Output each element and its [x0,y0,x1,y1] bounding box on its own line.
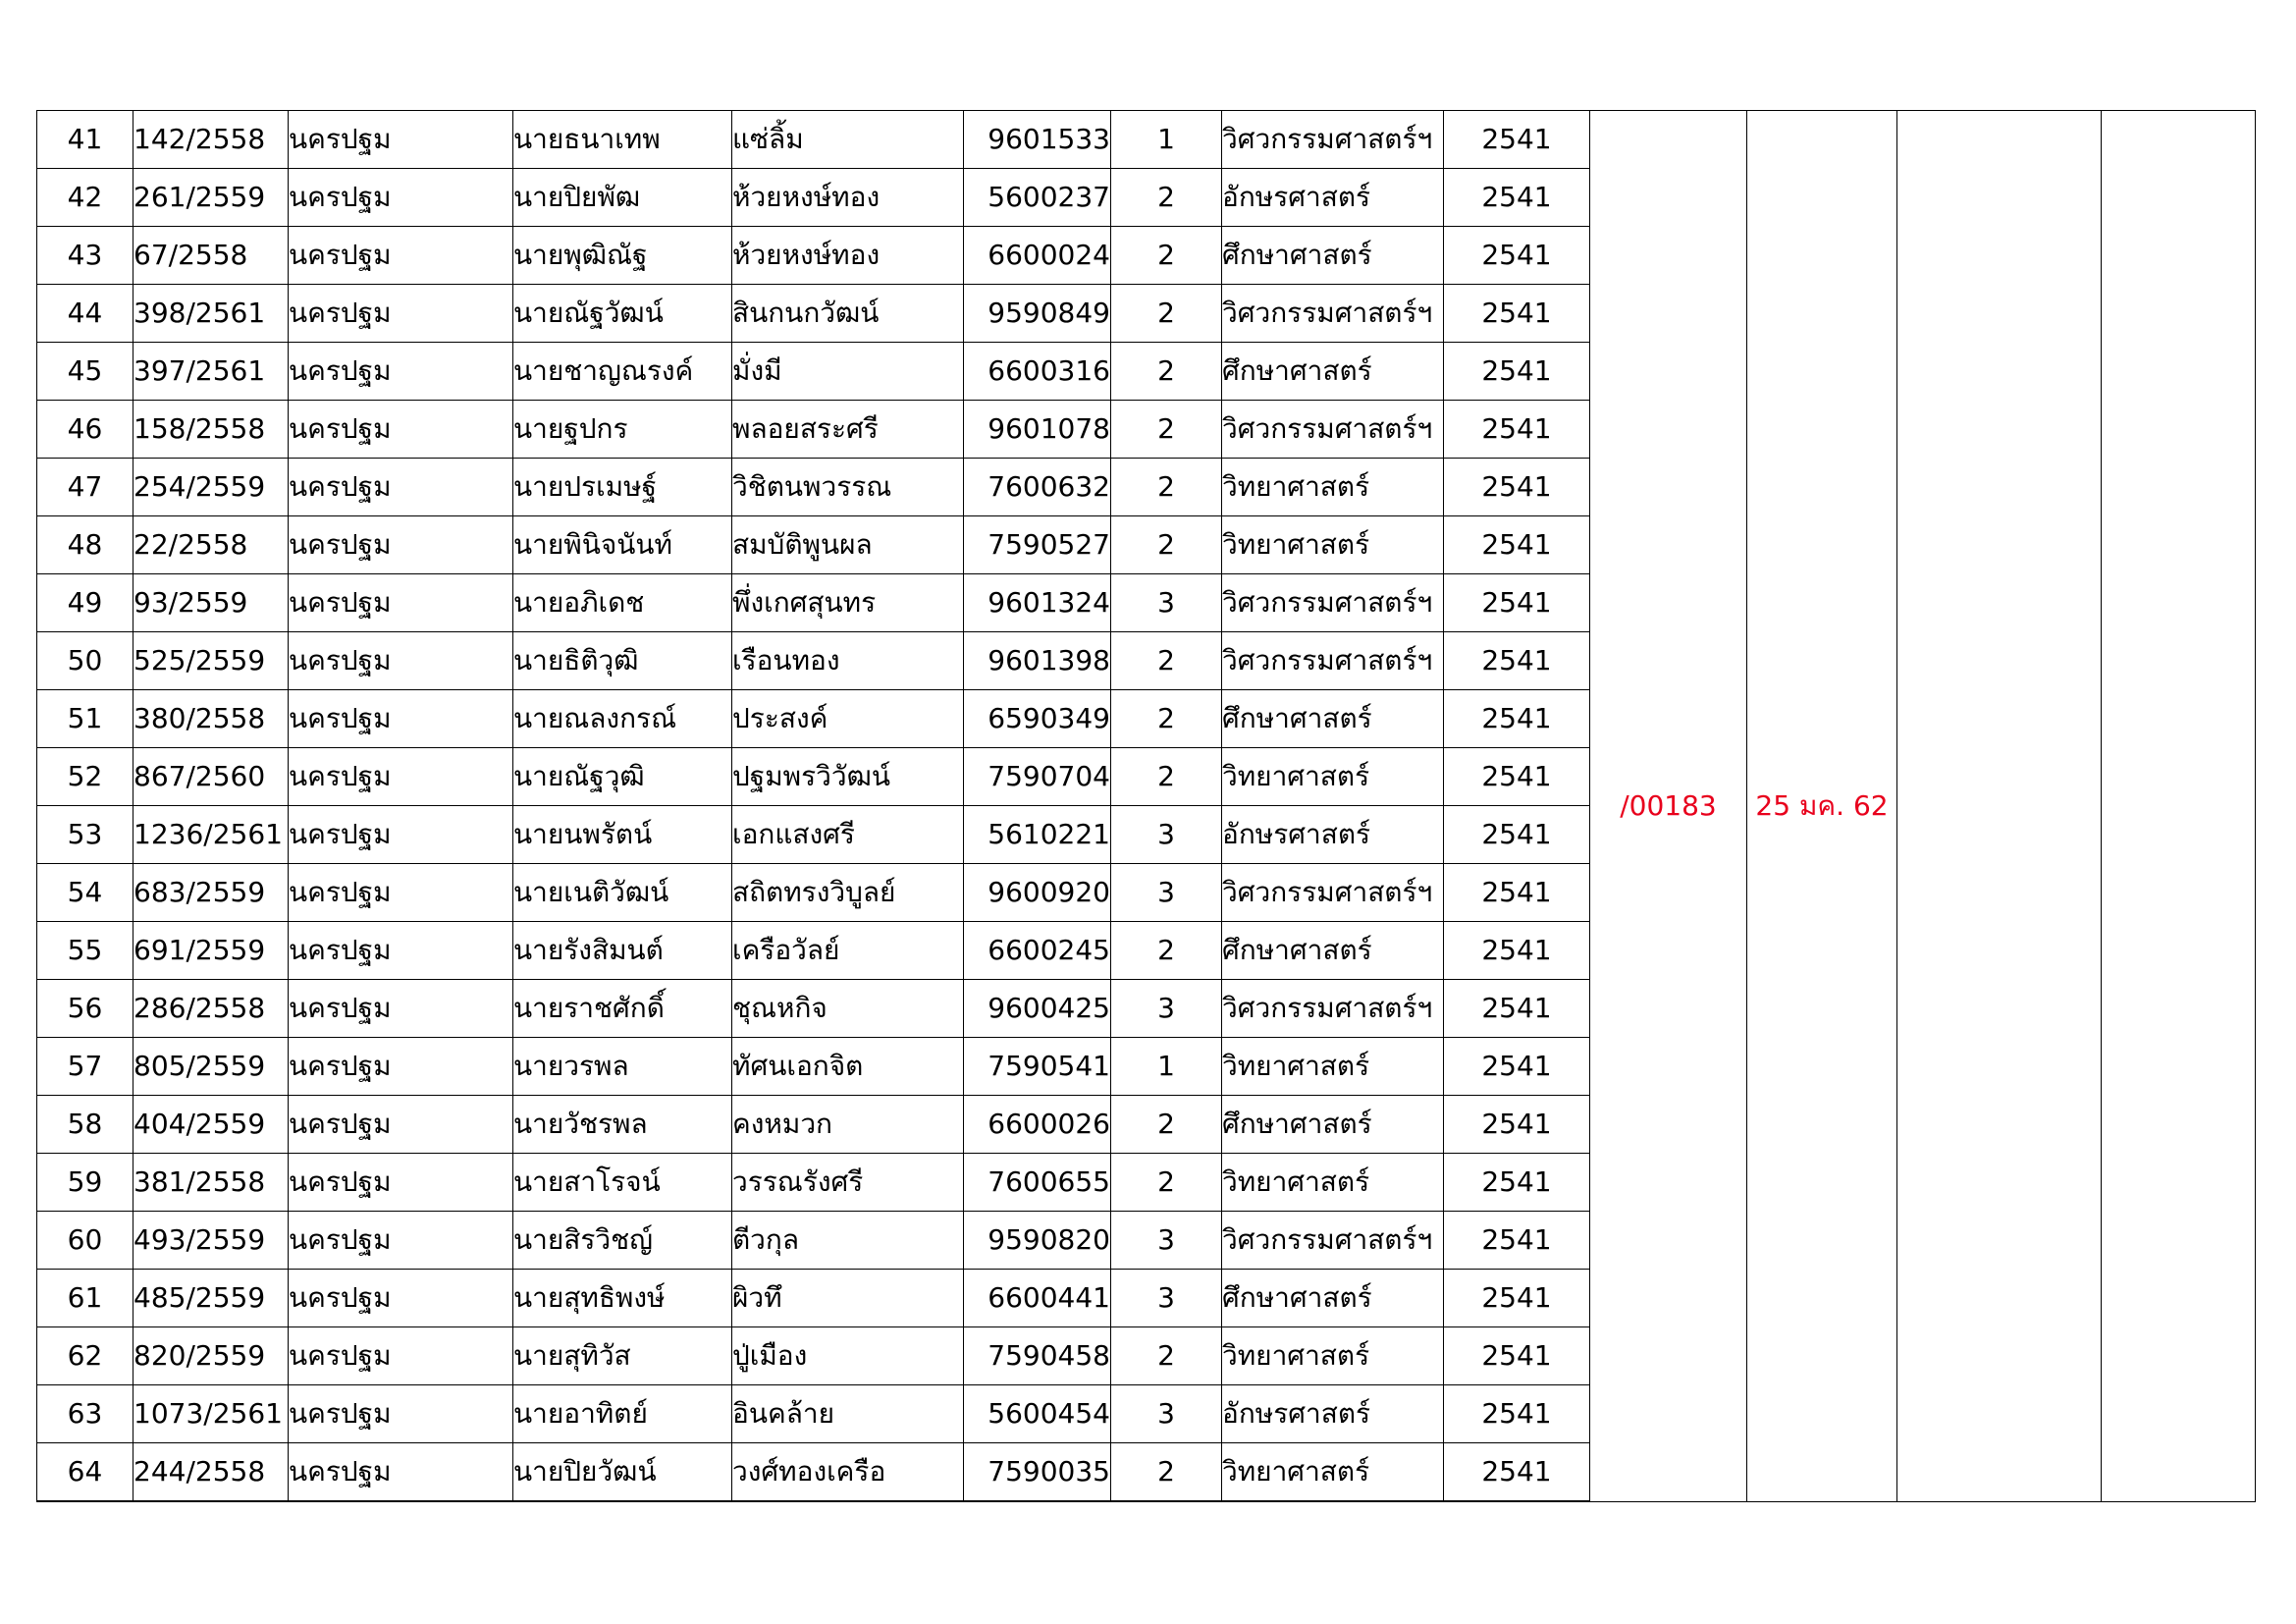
cell-no: 45 [37,343,133,401]
cell-id: 6600441 [964,1270,1111,1327]
cell-faculty: วิศวกรรมศาสตร์ฯ [1222,1212,1444,1270]
cell-last-name: ห้วยหงษ์ทอง [732,169,964,227]
cell-first-name: นายอาทิตย์ [513,1385,732,1443]
cell-year: 2541 [1444,1038,1590,1096]
cell-level: 3 [1111,1270,1222,1327]
cell-level: 2 [1111,1096,1222,1154]
cell-no: 50 [37,632,133,690]
cell-level: 2 [1111,632,1222,690]
cell-level: 1 [1111,111,1222,169]
cell-case: 398/2561 [133,285,289,343]
cell-last-name: สินกนกวัฒน์ [732,285,964,343]
cell-province: นครปฐม [289,690,513,748]
cell-province: นครปฐม [289,748,513,806]
cell-first-name: นายปรเมษฐ์ [513,459,732,516]
cell-last-name: เครือวัลย์ [732,922,964,980]
cell-level: 2 [1111,169,1222,227]
cell-province: นครปฐม [289,169,513,227]
cell-faculty: ศึกษาศาสตร์ [1222,1096,1444,1154]
cell-first-name: นายวัชรพล [513,1096,732,1154]
cell-case: 485/2559 [133,1270,289,1327]
cell-id: 7590458 [964,1327,1111,1385]
cell-year: 2541 [1444,516,1590,574]
cell-id: 9601398 [964,632,1111,690]
cell-no: 53 [37,806,133,864]
cell-no: 63 [37,1385,133,1443]
cell-no: 49 [37,574,133,632]
cell-no: 59 [37,1154,133,1212]
cell-no: 52 [37,748,133,806]
cell-year: 2541 [1444,748,1590,806]
cell-case: 67/2558 [133,227,289,285]
cell-faculty: วิศวกรรมศาสตร์ฯ [1222,285,1444,343]
cell-province: นครปฐม [289,806,513,864]
cell-level: 1 [1111,1038,1222,1096]
cell-province: นครปฐม [289,1096,513,1154]
cell-province: นครปฐม [289,1443,513,1502]
cell-first-name: นายณัฐวุฒิ [513,748,732,806]
cell-id: 7590541 [964,1038,1111,1096]
cell-last-name: ตีวกุล [732,1212,964,1270]
cell-id: 9601078 [964,401,1111,459]
cell-year: 2541 [1444,690,1590,748]
cell-year: 2541 [1444,1270,1590,1327]
cell-last-name: พึ่งเกศสุนทร [732,574,964,632]
cell-faculty: วิศวกรรมศาสตร์ฯ [1222,574,1444,632]
doc-number: /00183 [1590,111,1747,1502]
cell-no: 56 [37,980,133,1038]
cell-case: 381/2558 [133,1154,289,1212]
cell-case: 805/2559 [133,1038,289,1096]
cell-province: นครปฐม [289,1270,513,1327]
cell-province: นครปฐม [289,980,513,1038]
cell-first-name: นายณัฐวัฒน์ [513,285,732,343]
cell-case: 525/2559 [133,632,289,690]
cell-last-name: ปฐมพรวิวัฒน์ [732,748,964,806]
cell-last-name: พลอยสระศรี [732,401,964,459]
cell-level: 2 [1111,922,1222,980]
table-row [37,111,2256,169]
cell-province: นครปฐม [289,922,513,980]
cell-id: 7600632 [964,459,1111,516]
cell-year: 2541 [1444,285,1590,343]
cell-first-name: นายรังสิมนต์ [513,922,732,980]
cell-no: 48 [37,516,133,574]
cell-no: 51 [37,690,133,748]
cell-case: 867/2560 [133,748,289,806]
cell-faculty: วิทยาศาสตร์ [1222,748,1444,806]
cell-faculty: อักษรศาสตร์ [1222,1385,1444,1443]
cell-year: 2541 [1444,169,1590,227]
cell-no: 55 [37,922,133,980]
blank-column-1 [1897,111,2102,1502]
cell-last-name: ชุณหกิจ [732,980,964,1038]
cell-level: 3 [1111,980,1222,1038]
cell-faculty: ศึกษาศาสตร์ [1222,922,1444,980]
cell-case: 244/2558 [133,1443,289,1502]
cell-province: นครปฐม [289,632,513,690]
cell-year: 2541 [1444,922,1590,980]
cell-case: 93/2559 [133,574,289,632]
cell-level: 3 [1111,1385,1222,1443]
cell-faculty: วิศวกรรมศาสตร์ฯ [1222,864,1444,922]
cell-case: 691/2559 [133,922,289,980]
cell-no: 61 [37,1270,133,1327]
cell-level: 2 [1111,690,1222,748]
cell-level: 3 [1111,1212,1222,1270]
cell-last-name: มั่งมี [732,343,964,401]
cell-faculty: วิทยาศาสตร์ [1222,1443,1444,1502]
cell-province: นครปฐม [289,285,513,343]
cell-province: นครปฐม [289,864,513,922]
cell-last-name: แซ่ลิ้ม [732,111,964,169]
cell-year: 2541 [1444,1327,1590,1385]
cell-first-name: นายราชศักดิ์ [513,980,732,1038]
cell-no: 58 [37,1096,133,1154]
cell-no: 57 [37,1038,133,1096]
cell-level: 3 [1111,864,1222,922]
cell-no: 41 [37,111,133,169]
cell-case: 1073/2561 [133,1385,289,1443]
cell-id: 7590527 [964,516,1111,574]
cell-first-name: นายสุทิวัส [513,1327,732,1385]
cell-id: 5600454 [964,1385,1111,1443]
cell-first-name: นายเนติวัฒน์ [513,864,732,922]
cell-year: 2541 [1444,1385,1590,1443]
cell-province: นครปฐม [289,1327,513,1385]
cell-year: 2541 [1444,1096,1590,1154]
cell-year: 2541 [1444,227,1590,285]
cell-faculty: ศึกษาศาสตร์ [1222,227,1444,285]
cell-last-name: อินคล้าย [732,1385,964,1443]
cell-level: 2 [1111,343,1222,401]
blank-column-2 [2102,111,2256,1502]
cell-case: 820/2559 [133,1327,289,1385]
cell-last-name: คงหมวก [732,1096,964,1154]
cell-faculty: ศึกษาศาสตร์ [1222,1270,1444,1327]
cell-level: 2 [1111,748,1222,806]
cell-first-name: นายนพรัตน์ [513,806,732,864]
cell-no: 64 [37,1443,133,1502]
roster-body [37,111,2256,1502]
cell-case: 142/2558 [133,111,289,169]
cell-id: 9590820 [964,1212,1111,1270]
cell-no: 44 [37,285,133,343]
cell-year: 2541 [1444,1154,1590,1212]
cell-no: 43 [37,227,133,285]
cell-faculty: ศึกษาศาสตร์ [1222,690,1444,748]
cell-level: 2 [1111,516,1222,574]
cell-no: 60 [37,1212,133,1270]
cell-id: 9601324 [964,574,1111,632]
cell-id: 9600425 [964,980,1111,1038]
cell-last-name: ประสงค์ [732,690,964,748]
cell-first-name: นายธิติวุฒิ [513,632,732,690]
cell-last-name: ทัศนเอกจิต [732,1038,964,1096]
roster-table [36,110,2256,1502]
cell-faculty: ศึกษาศาสตร์ [1222,343,1444,401]
cell-faculty: อักษรศาสตร์ [1222,806,1444,864]
cell-last-name: สมบัติพูนผล [732,516,964,574]
cell-year: 2541 [1444,980,1590,1038]
cell-no: 47 [37,459,133,516]
cell-id: 6590349 [964,690,1111,748]
cell-level: 2 [1111,227,1222,285]
cell-faculty: วิศวกรรมศาสตร์ฯ [1222,401,1444,459]
cell-province: นครปฐม [289,1038,513,1096]
cell-province: นครปฐม [289,227,513,285]
cell-id: 6600316 [964,343,1111,401]
cell-case: 397/2561 [133,343,289,401]
cell-level: 2 [1111,459,1222,516]
cell-id: 7600655 [964,1154,1111,1212]
cell-id: 6600245 [964,922,1111,980]
cell-id: 5610221 [964,806,1111,864]
cell-id: 9590849 [964,285,1111,343]
cell-id: 6600026 [964,1096,1111,1154]
cell-province: นครปฐม [289,574,513,632]
cell-id: 9601533 [964,111,1111,169]
cell-first-name: นายสิรวิชญ์ [513,1212,732,1270]
cell-case: 158/2558 [133,401,289,459]
cell-level: 2 [1111,285,1222,343]
cell-last-name: ปู่เมือง [732,1327,964,1385]
cell-faculty: วิศวกรรมศาสตร์ฯ [1222,111,1444,169]
cell-level: 3 [1111,574,1222,632]
cell-year: 2541 [1444,1443,1590,1502]
cell-level: 2 [1111,1327,1222,1385]
cell-first-name: นายอภิเดช [513,574,732,632]
cell-province: นครปฐม [289,1385,513,1443]
cell-year: 2541 [1444,1212,1590,1270]
cell-case: 254/2559 [133,459,289,516]
cell-faculty: อักษรศาสตร์ [1222,169,1444,227]
cell-level: 2 [1111,401,1222,459]
cell-province: นครปฐม [289,1154,513,1212]
cell-province: นครปฐม [289,1212,513,1270]
cell-year: 2541 [1444,864,1590,922]
cell-first-name: นายฐปกร [513,401,732,459]
cell-faculty: วิทยาศาสตร์ [1222,1038,1444,1096]
cell-case: 1236/2561 [133,806,289,864]
cell-last-name: วรรณรังศรี [732,1154,964,1212]
cell-first-name: นายพินิจนันท์ [513,516,732,574]
cell-province: นครปฐม [289,516,513,574]
cell-id: 9600920 [964,864,1111,922]
cell-last-name: วงศ์ทองเครือ [732,1443,964,1502]
cell-last-name: เอกแสงศรี [732,806,964,864]
cell-case: 493/2559 [133,1212,289,1270]
cell-last-name: ผิวทึ [732,1270,964,1327]
cell-year: 2541 [1444,459,1590,516]
cell-level: 2 [1111,1443,1222,1502]
cell-first-name: นายพุฒิณัฐ [513,227,732,285]
cell-faculty: วิศวกรรมศาสตร์ฯ [1222,632,1444,690]
cell-first-name: นายวรพล [513,1038,732,1096]
cell-province: นครปฐม [289,343,513,401]
doc-date: 25 มค. 62 [1747,111,1897,1502]
cell-id: 6600024 [964,227,1111,285]
cell-id: 7590704 [964,748,1111,806]
cell-first-name: นายสาโรจน์ [513,1154,732,1212]
cell-faculty: วิศวกรรมศาสตร์ฯ [1222,980,1444,1038]
cell-no: 62 [37,1327,133,1385]
cell-year: 2541 [1444,574,1590,632]
cell-last-name: สถิตทรงวิบูลย์ [732,864,964,922]
cell-faculty: วิทยาศาสตร์ [1222,1154,1444,1212]
cell-case: 22/2558 [133,516,289,574]
cell-first-name: นายสุทธิพงษ์ [513,1270,732,1327]
cell-first-name: นายณลงกรณ์ [513,690,732,748]
cell-no: 54 [37,864,133,922]
cell-year: 2541 [1444,806,1590,864]
cell-year: 2541 [1444,343,1590,401]
cell-case: 404/2559 [133,1096,289,1154]
cell-level: 2 [1111,1154,1222,1212]
cell-year: 2541 [1444,632,1590,690]
cell-case: 261/2559 [133,169,289,227]
cell-faculty: วิทยาศาสตร์ [1222,516,1444,574]
cell-case: 380/2558 [133,690,289,748]
cell-faculty: วิทยาศาสตร์ [1222,1327,1444,1385]
cell-province: นครปฐม [289,111,513,169]
cell-first-name: นายปิยวัฒน์ [513,1443,732,1502]
cell-level: 3 [1111,806,1222,864]
cell-no: 46 [37,401,133,459]
cell-first-name: นายปิยพัฒ [513,169,732,227]
cell-first-name: นายชาญณรงค์ [513,343,732,401]
cell-id: 7590035 [964,1443,1111,1502]
cell-faculty: วิทยาศาสตร์ [1222,459,1444,516]
cell-id: 5600237 [964,169,1111,227]
cell-province: นครปฐม [289,459,513,516]
cell-last-name: วิชิตนพวรรณ [732,459,964,516]
cell-no: 42 [37,169,133,227]
cell-first-name: นายธนาเทพ [513,111,732,169]
cell-case: 286/2558 [133,980,289,1038]
cell-case: 683/2559 [133,864,289,922]
cell-province: นครปฐม [289,401,513,459]
cell-last-name: เรือนทอง [732,632,964,690]
cell-year: 2541 [1444,111,1590,169]
cell-year: 2541 [1444,401,1590,459]
cell-last-name: ห้วยหงษ์ทอง [732,227,964,285]
